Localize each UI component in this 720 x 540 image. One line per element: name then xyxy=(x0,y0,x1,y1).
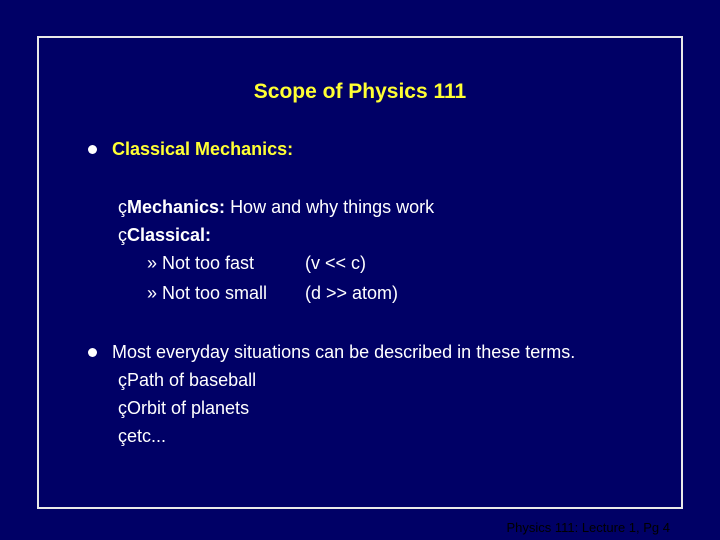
path-text: Path of baseball xyxy=(127,370,257,390)
bullet-classical-mechanics: Classical Mechanics: xyxy=(112,139,294,159)
slide-footer: Physics 111: Lecture 1, Pg 4 xyxy=(506,520,670,535)
sub-arrow-icon: ç xyxy=(118,398,127,418)
item-v-c: (v << c) xyxy=(305,253,367,273)
bullet-dot-1 xyxy=(88,145,97,154)
sub-arrow-icon: ç xyxy=(118,370,127,390)
orbit-text: Orbit of planets xyxy=(127,398,250,418)
sub-arrow-icon: ç xyxy=(118,426,127,446)
sub-arrow-icon: ç xyxy=(118,197,127,217)
bullet-everyday: Most everyday situations can be described in these terms. xyxy=(112,342,576,362)
item-d-atom: (d >> atom) xyxy=(305,283,399,303)
item-not-too-small: » Not too small xyxy=(147,283,268,303)
sub-item-etc xyxy=(118,425,166,447)
slide-title: Scope of Physics 111 xyxy=(253,80,467,103)
sub-arrow-icon: ç xyxy=(118,225,127,245)
item-not-too-fast: » Not too fast xyxy=(147,253,255,273)
sub-item-mechanics xyxy=(118,196,434,218)
bullet-dot-2 xyxy=(88,348,97,357)
mechanics-text: How and why things work xyxy=(230,197,435,217)
etc-text: etc... xyxy=(127,426,167,446)
classical-label: Classical: xyxy=(127,225,212,245)
sub-item-classical xyxy=(118,224,211,246)
mechanics-label: Mechanics: xyxy=(127,197,226,217)
sub-item-path xyxy=(118,369,256,391)
sub-item-orbit xyxy=(118,397,249,419)
